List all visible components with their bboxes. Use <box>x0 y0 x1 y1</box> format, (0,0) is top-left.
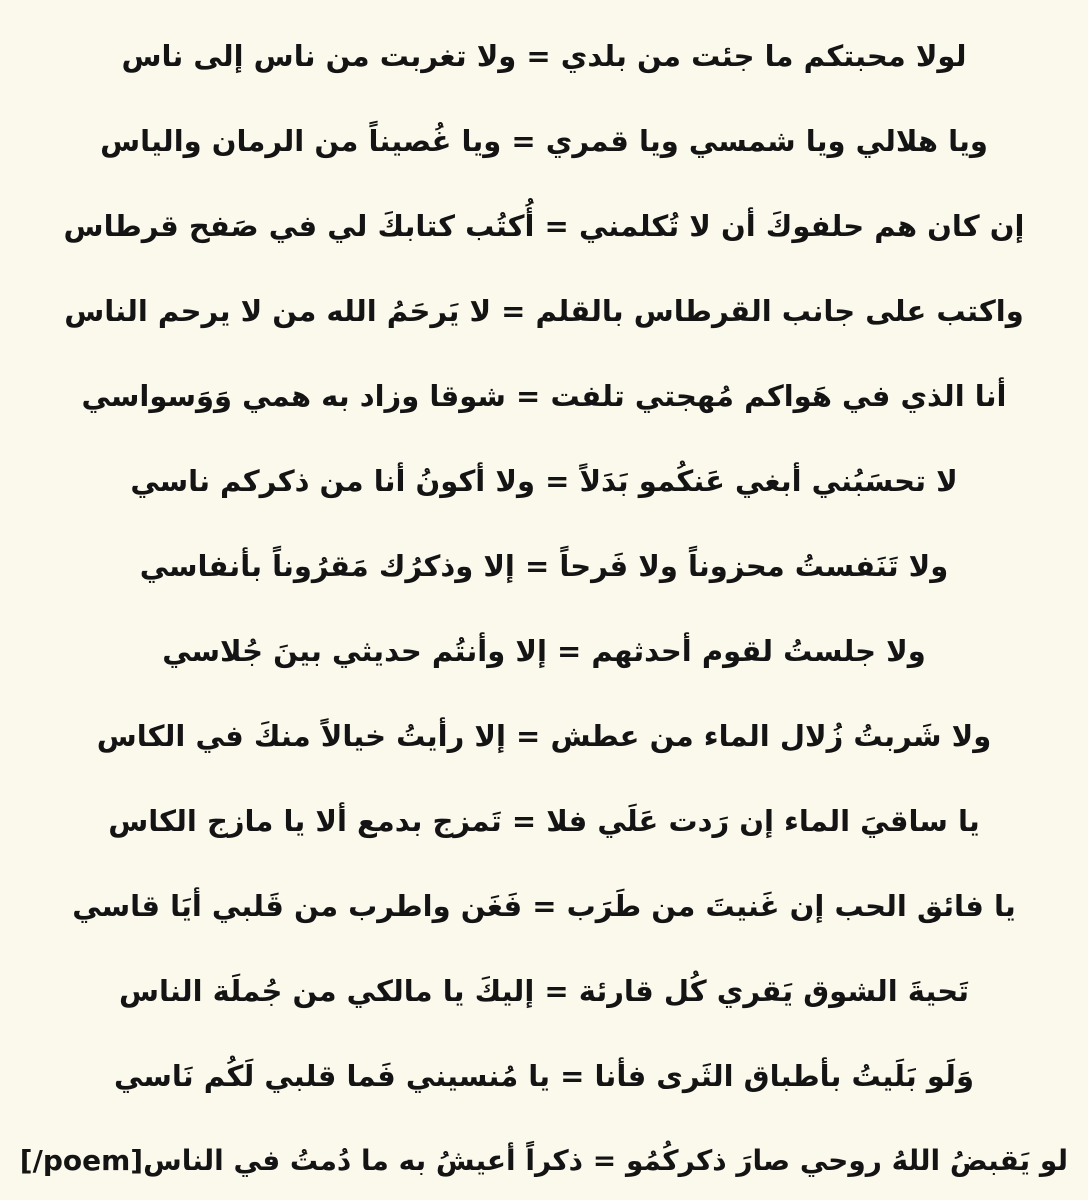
poem-verse-2: ويا هلالي ويا شمسي ويا قمري = ويا غُصيناً من الرمان والياس <box>100 124 988 158</box>
poem-verse-10: يا ساقيَ الماء إن رَدت عَلَي فلا = تَمزج بدمع ألا يا مازج الكاس <box>108 804 980 838</box>
poem-verse-4: واكتب على جانب القرطاس بالقلم = لا يَرحَمُ الله من لا يرحم الناس <box>64 294 1024 328</box>
poem-verse-13: وَلَو بَلَيتُ بأطباق الثَرى فأنا = يا مُنسيني فَما قلبي لَكُم نَاسي <box>114 1059 974 1093</box>
poem-verse-6: لا تحسَبُني أبغي عَنكُمو بَدَلاً = ولا أكونُ أنا من ذكركم ناسي <box>130 464 958 498</box>
poem-verse-7: ولا تَنَفستُ محزوناً ولا فَرحاً = إلا وذكرُك مَقرُوناً بأنفاسي <box>139 549 949 583</box>
poem-verse-8: ولا جلستُ لقوم أحدثهم = إلا وأنتُم حديثي بينَ جُلاسي <box>162 634 926 668</box>
poem-verse-14: لو يَقبضُ اللهُ روحي صارَ ذكركُمُو = ذكراً أعيشُ به ما دُمتُ في الناس[poem/] <box>19 1144 1068 1177</box>
poem-verse-9: ولا شَربتُ زُلال الماء من عطش = إلا رأيتُ خيالاً منكَ في الكاس <box>96 719 992 753</box>
poem-verse-12: تَحيةَ الشوق يَقري كُل قارئة = إليكَ يا مالكي من جُملَة الناس <box>119 974 969 1008</box>
poem-verse-11: يا فائق الحب إن غَنيتَ من طَرَب = فَغَن واطرب من قَلبي أيَا قاسي <box>72 889 1016 923</box>
poem-verse-3: إن كان هم حلفوكَ أن لا تُكلمني = أُكتُب كتابكَ لي في صَفح قرطاس <box>63 209 1025 243</box>
poem-verse-5: أنا الذي في هَواكم مُهجتي تلفت = شوقا وزاد به همي وَوَسواسي <box>81 379 1007 413</box>
poem-verse-1: لولا محبتكم ما جئت من بلدي = ولا تغربت من ناس إلى ناس <box>121 39 967 73</box>
